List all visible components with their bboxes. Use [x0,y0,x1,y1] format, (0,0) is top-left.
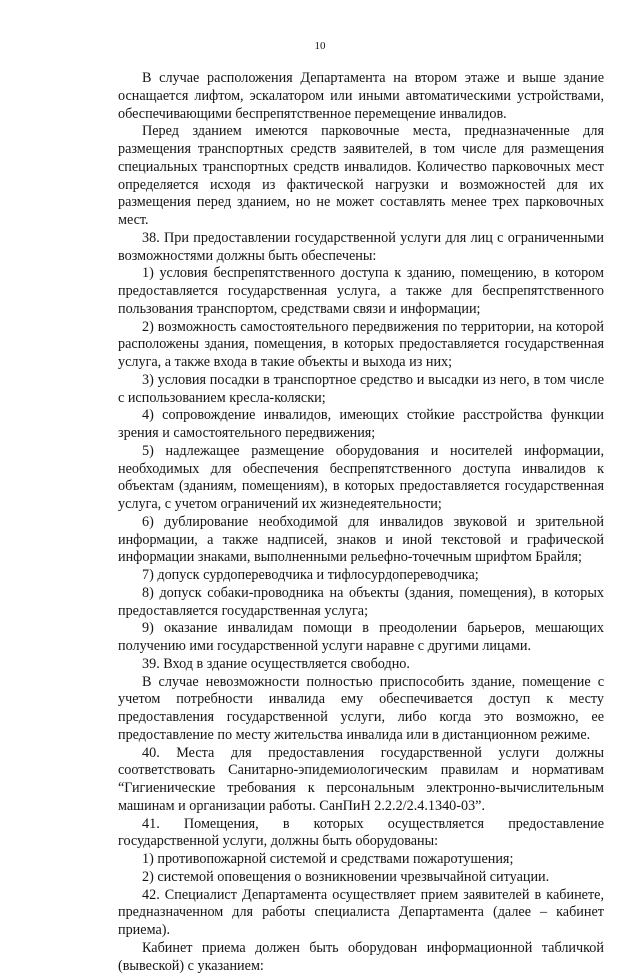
list-item: 5) надлежащее размещение оборудования и носителей информации, необходимых для обеспечения беспрепятственного доступа инвалидов к объектам (зданиям, помещениям), в которых предоставляется государственная услуга, с учетом ограничений их жизнедеятельности; [118,442,604,512]
list-item: 1) условия беспрепятственного доступа к зданию, помещению, в котором предоставляется государственная услуга, а также для беспрепятственного пользования транспортом, средствами связи и информации; [118,265,604,317]
list-item: 8) допуск собаки-проводника на объекты (здания, помещения), в которых предоставляется государственная услуга; [118,584,604,619]
list-item: 4) сопровождение инвалидов, имеющих стойкие расстройства функции зрения и самостоятельного передвижения; [118,407,604,441]
list-item: 6) дублирование необходимой для инвалидов звуковой и зрительной информации, а также надписей, знаков и иной текстовой и графической информации знаками, выполненными рельефно-точечным шрифтом Брайля; [118,513,604,566]
paragraph: Кабинет приема должен быть оборудован информационной табличкой (вывеской) с указанием: [118,939,604,974]
paragraph: В случае невозможности полностью приспособить здание, помещение с учетом потребности инвалида ему обеспечивается доступ к месту предоставления государственной услуги, либо когда это возможно, ее предоставление по месту жительства инвалида или в дистанционном режиме. [118,673,604,743]
page-number: 10 [314,40,326,52]
paragraph: 40. Места для предоставления государственной услуги должны соответствовать Санитарно-эпидемиологическим правилам и нормативам “Гигиенические требования к персональным электронно-вычислительным машинам и организации работы. СанПиН 2.2.2/2.4.1340-03”. [118,744,604,814]
paragraph: В случае расположения Департамента на втором этаже и выше здание оснащается лифтом, эскалатором или иными автоматическими устройствами, обеспечивающими беспрепятственное перемещение инвалидов. [118,70,604,122]
list-item: 9) оказание инвалидам помощи в преодолении барьеров, мешающих получению ими государственной услуги наравне с другими лицами. [118,620,604,654]
list-item: 2) системой оповещения о возникновении чрезвычайной ситуации. [142,868,550,885]
paragraph: 41. Помещения, в которых осуществляется предоставление государственной услуги, должны быть оборудованы: [118,815,604,850]
list-item: 2) возможность самостоятельного передвижения по территории, на которой расположены здания, помещения, в которых предоставляется государственная услуга, а также входа в такие объекты и выхода из них; [118,318,604,370]
list-item: 7) допуск сурдопереводчика и тифлосурдопереводчика; [142,567,479,583]
paragraph: 38. При предоставлении государственной услуги для лиц с ограниченными возможностями должны быть обеспечены: [118,229,604,264]
page-body [118,70,604,975]
paragraph: 39. Вход в здание осуществляется свободно. [142,655,410,672]
list-item: 3) условия посадки в транспортное средство и высадки из него, в том числе с использованием кресла-коляски; [118,371,604,406]
paragraph: Перед зданием имеются парковочные места, предназначенные для размещения транспортных средств заявителей, в том числе для размещения специальных транспортных средств инвалидов. Количество парковочных мест определяется исходя из фактической нагрузки и возможностей для их размещения перед зданием, но не может составлять менее трех парковочных мест. [118,123,604,228]
list-item: 1) противопожарной системой и средствами пожаротушения; [142,851,514,867]
paragraph: 42. Специалист Департамента осуществляет прием заявителей в кабинете, предназначенном для работы специалиста Департамента (далее – кабинет приема). [118,886,604,938]
